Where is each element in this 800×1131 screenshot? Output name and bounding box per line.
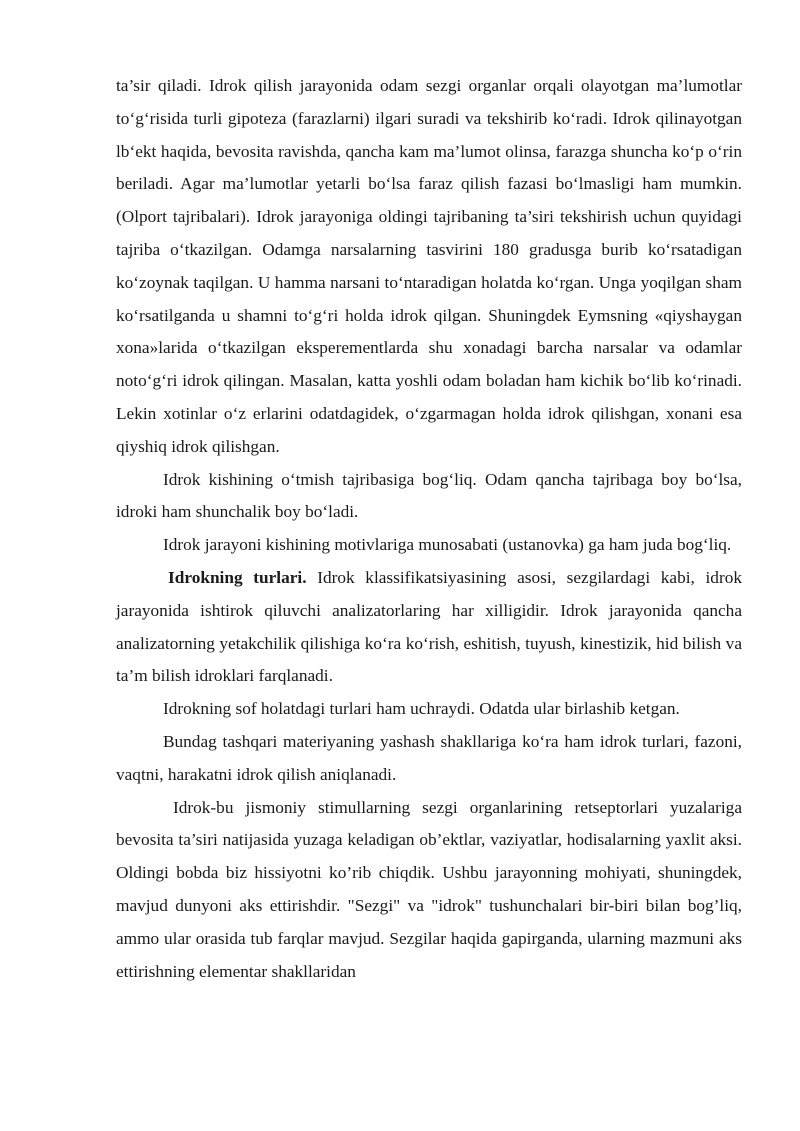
document-page	[116, 70, 742, 988]
section-heading: Idrokning turlari.	[168, 567, 307, 587]
paragraph-matter-forms: Bundag tashqari materiyaning yashash shakllariga ko‘ra ham idrok turlari, fazoni, vaqtni, harakatni idrok qilish aniqlanadi.	[116, 731, 742, 784]
paragraph-continuation: ta’sir qiladi. Idrok qilish jarayonida odam sezgi organlar orqali olayotgan ma’lumotlar to‘g‘risida turli gipoteza (farazlarni) ilgari suradi va tekshirib ko‘radi. Idrok qilinayotgan lb‘ekt haqida, bevosita ravishda, qancha kam ma’lumot olinsa, farazga shuncha ko‘p o‘rin beriladi. Agar ma’lumotlar yetarli bo‘lsa faraz qilish fazasi bo‘lmasligi ham mumkin. (Olport tajribalari). Idrok jarayoniga oldingi tajribaning ta’siri tekshirish uchun quyidagi tajriba o‘tkazilgan. Odamga narsalarning tasvirini 180 gradusga burib ko‘rsatadigan ko‘zoynak taqilgan. U hamma narsani to‘ntaradigan holatda ko‘rgan. Unga yoqilgan sham ko‘rsatilganda u shamni to‘g‘ri holda idrok qilgan. Shuningdek Eymsning «qiyshaygan xona»larida o‘tkazilgan eksperementlarda shu xonadagi barcha narsalar va odamlar noto‘g‘ri idrok qilingan. Masalan, katta yoshli odam boladan ham kichik bo‘lib ko‘rinadi. Lekin xotinlar o‘z erlarini odatdagidek, o‘zgarmagan holda idrok qilishgan, xonani esa qiyshiq idrok qilishgan.	[116, 76, 742, 456]
paragraph-pure-types: Idrokning sof holatdagi turlari ham uchraydi. Odatda ular birlashib ketgan.	[163, 699, 680, 719]
paragraph-experience: Idrok kishining o‘tmish tajribasiga bog‘liq. Odam qancha tajribaga boy bo‘lsa, idroki ham shunchalik boy bo‘ladi.	[116, 469, 742, 522]
paragraph-motives: Idrok jarayoni kishining motivlariga munosabati (ustanovka) ga ham juda bog‘liq.	[163, 535, 732, 555]
paragraph-types-text: Idrok klassifikatsiyasining asosi, sezgilardagi kabi, idrok jarayonida ishtirok qiluvchi analizatorlaring har xilligidir. Idrok jarayonida qancha analizatorning yetakchilik qilishiga ko‘ra ko‘rish, eshitish, tuyush, kinestizik, hid bilish va ta’m bilish idroklari farqlanadi.	[116, 567, 742, 686]
paragraph-definition: Idrok-bu jismoniy stimullarning sezgi organlarining retseptorlari yuzalariga bevosita ta’siri natijasida yuzaga keladigan ob’ektlar, vaziyatlar, hodisalarning yaxlit aksi. Oldingi bobda biz hissiyotni ko’rib chiqdik. Ushbu jarayonning mohiyati, shuningdek, mavjud dunyoni aks ettirishdir. "Sezgi" va "idrok" tushunchalari bir-biri bilan bog’liq, ammo ular orasida tub farqlar mavjud. Sezgilar haqida gapirganda, ularning mazmuni aks ettirishning elementar shakllaridan	[116, 797, 742, 981]
paragraph-types	[116, 562, 742, 693]
